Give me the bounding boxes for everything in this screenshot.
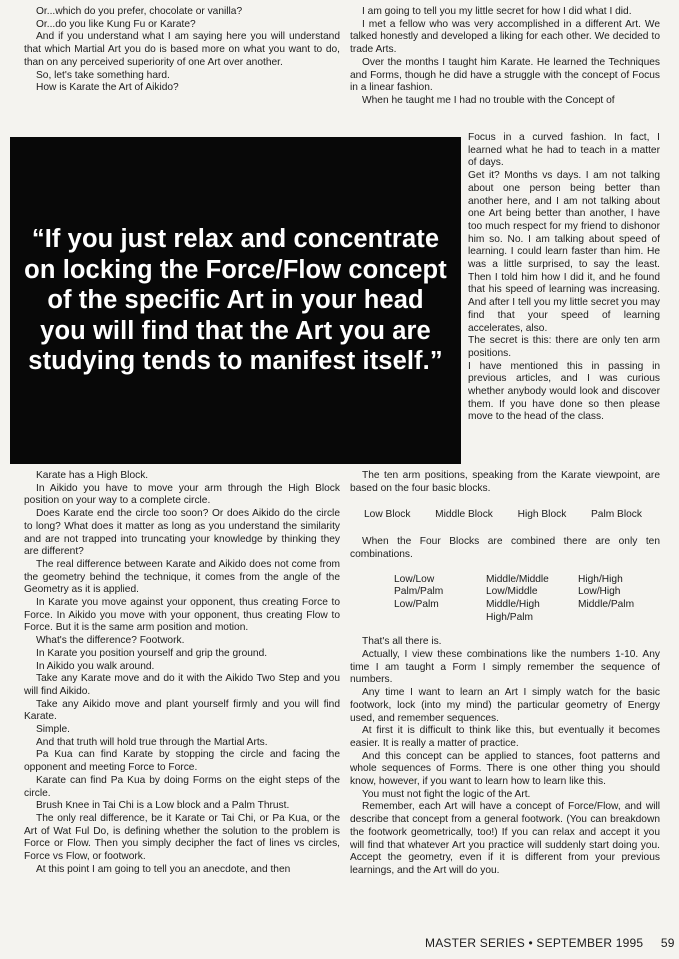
paragraph: The ten arm positions, speaking from the Karate viewpoint, are based on the four basic blocks. (350, 470, 660, 494)
block-item: Palm Block (591, 509, 642, 521)
block-item: High Block (517, 509, 567, 521)
combination-item: Palm/Palm (394, 586, 444, 598)
paragraph: At first it is difficult to think like this, but eventually it becomes easier. It is really a matter of practice. (350, 725, 660, 749)
page-footer (425, 936, 675, 950)
paragraph: What's the difference? Footwork. (36, 635, 185, 647)
paragraph: In Karate you position yourself and grip the ground. (36, 647, 268, 659)
paragraph: Focus in a curved fashion. In fact, I learned what he had to teach in a matter of days. (468, 132, 660, 169)
combination-item: Middle/High (486, 598, 540, 610)
paragraph: And this concept can be applied to stances, foot patterns and whole sequences of Forms. There is one other thing you should know, however, if you want to learn how to learn like this. (350, 750, 660, 788)
paragraph: That's all there is. (362, 636, 442, 648)
paragraph: Does Karate end the circle too soon? Or does Aikido do the circle to long? What does it matter as long as you understand the similarity and are not trapped into truncating your knowledge by thinking they are different? (24, 508, 340, 558)
paragraph: When the Four Blocks are combined there are only ten combinations. (350, 536, 660, 560)
paragraph: Over the months I taught him Karate. He learned the Techniques and Forms, though he did have a struggle with the concept of Focus in a linear fashion. (350, 56, 660, 94)
combination-item: High/Palm (486, 611, 533, 623)
paragraph: Remember, each Art will have a concept of Force/Flow, and will describe that concept from a general footwork. (You can breakdown the footwork geometrically, too!) If you can relax and accept it you will find that whatever Art you practice will suddenly start doing you. Accept the geometry, even if it is different from your previous learnings, and the Art will do you. (350, 801, 660, 876)
paragraph: Or...do you like Kung Fu or Karate? (36, 18, 196, 30)
paragraph: Karate has a High Block. (36, 470, 149, 481)
combination-item: Low/Low (394, 573, 435, 585)
paragraph: When he taught me I had no trouble with the Concept of (362, 94, 615, 106)
paragraph: In Aikido you have to move your arm through the High Block position on your way to a complete circle. (24, 482, 340, 507)
block-item: Low Block (364, 509, 411, 521)
combination-item (578, 612, 664, 625)
paragraph: The only real difference, be it Karate or Tai Chi, or Pa Kua, or the Art of Wat Ful Do, is defining whether the solution to the problem is Force or Flow. Then you simply decipher the fact of lines vs circles, Force vs Flow, or footwork. (24, 812, 340, 863)
paragraph: Any time I want to learn an Art I simply watch for the basic footwork, lock (into my mind) the particular geometry of Energy used, and remember sequences. (350, 687, 660, 724)
paragraph: I met a fellow who was very accomplished in a different Art. We talked honestly and developed a liking for each other. We decided to trade Arts. (350, 18, 660, 56)
paragraph: In Aikido you walk around. (36, 660, 155, 672)
combinations-grid (394, 574, 660, 625)
combination-item: Low/Palm (394, 598, 439, 610)
combination-item: Middle/Palm (578, 598, 635, 610)
paragraph: I am going to tell you my little secret for how I did what I did. (362, 6, 632, 17)
paragraph: Or...which do you prefer, chocolate or vanilla? (36, 6, 243, 17)
combination-item: High/High (578, 573, 623, 585)
paragraph: Karate can find Pa Kua by doing Forms on the eight steps of the circle. (24, 774, 340, 799)
paragraph: Brush Knee in Tai Chi is a Low block and a Palm Thrust. (36, 800, 290, 812)
page-number: 59 (660, 936, 675, 950)
combination-item: Low/High (578, 586, 621, 598)
paragraph: And that truth will hold true through the Martial Arts. (36, 736, 268, 748)
paragraph: How is Karate the Art of Aikido? (36, 82, 179, 94)
right-column-middle (468, 132, 660, 424)
paragraph: Pa Kua can find Karate by stopping the circle and facing the opponent and meeting Force to Force. (24, 749, 340, 774)
paragraph: I have mentioned this in passing in previous articles, and I was curious whether anybody would look and discover them. If you have done so then please move to the head of the class. (468, 360, 660, 423)
paragraph: Actually, I view these combinations like the numbers 1-10. Any time I am taught a Form I simply remember the sequence of numbers. (350, 649, 660, 686)
paragraph: In Karate you move against your opponent, thus creating Force to Force. In Aikido you move with your opponent, thus creating Flow to Force. But it is the same arm position and motion. (24, 597, 340, 634)
pull-quote-box (10, 137, 461, 464)
paragraph: Get it? Months vs days. I am not talking about one person being better than another here, and I am not talking about one Art being better than another, I have too much respect for my friend to dishonor him so. No. I am talking about speed of learning. I could learn faster than him. He was a little surprised, to say the least. Then I told him how I did it, and he found that his speed of learning was increasing. And after I tell you my little secret you may find that your speed of learning accelerates, also. (468, 170, 660, 334)
paragraph: Simple. (36, 724, 70, 736)
left-column-bottom (24, 470, 340, 877)
paragraph: At this point I am going to tell you an anecdote, and then (36, 863, 291, 875)
basic-blocks-list (350, 509, 660, 522)
paragraph: You must not fight the logic of the Art. (362, 788, 531, 800)
right-column-top (350, 6, 660, 108)
paragraph: So, let's take something hard. (36, 69, 170, 81)
paragraph: The real difference between Karate and Aikido does not come from the geometry behind the technique, it comes from the angle of the Geometry as it is applied. (24, 558, 340, 596)
block-item: Middle Block (435, 509, 493, 521)
paragraph: Take any Karate move and do it with the Aikido Two Step and you will find Aikido. (24, 673, 340, 697)
publication-line: MASTER SERIES • SEPTEMBER 1995 (425, 936, 644, 950)
paragraph: The secret is this: there are only ten arm positions. (468, 335, 660, 359)
pull-quote-text: “If you just relax and concentrate on locking the Force/Flow concept of the specific Art in your head you will find that the Art you are studying tends to manifest itself.” (24, 225, 447, 376)
left-column-top (24, 6, 340, 95)
paragraph: Take any Aikido move and plant yourself firmly and you will find Karate. (24, 698, 340, 723)
combination-item: Low/Middle (486, 586, 538, 598)
combination-item: Middle/Middle (486, 573, 549, 585)
paragraph: And if you understand what I am saying here you will understand that which Martial Art you do is based more on what you want to do, than on any perceived superiority of one Art over another. (24, 31, 340, 68)
combination-item (394, 612, 486, 625)
right-column-bottom (350, 470, 660, 878)
